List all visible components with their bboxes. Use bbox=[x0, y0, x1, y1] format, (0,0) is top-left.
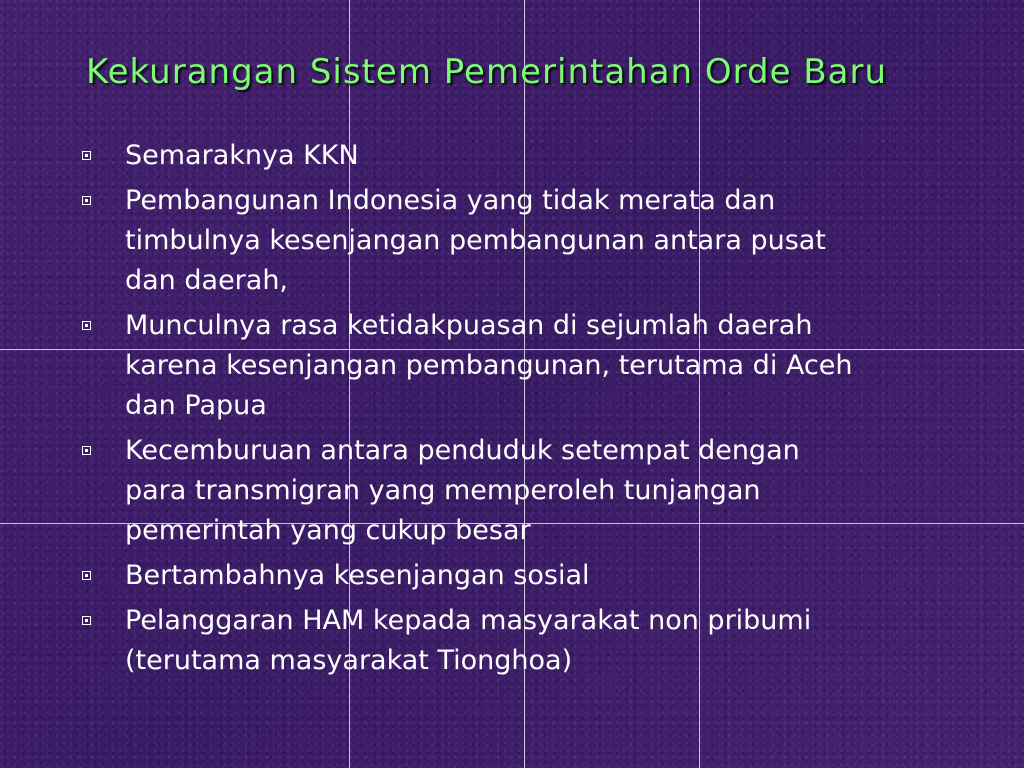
slide-title: Kekurangan Sistem Pemerintahan Orde Baru bbox=[86, 52, 888, 92]
bullet-text: Pelanggaran HAM kepada masyarakat non pribumi (terutama masyarakat Tionghoa) bbox=[125, 605, 812, 676]
list-item bbox=[78, 431, 958, 551]
square-bullet-icon bbox=[82, 321, 91, 330]
list-item bbox=[78, 136, 958, 176]
bullet-text: Bertambahnya kesenjangan sosial bbox=[125, 560, 590, 591]
square-bullet-icon bbox=[82, 196, 91, 205]
list-item bbox=[78, 556, 958, 596]
square-bullet-icon bbox=[82, 571, 91, 580]
bullet-text: Semaraknya KKN bbox=[125, 140, 359, 171]
list-item bbox=[78, 306, 958, 426]
bullet-text: Munculnya rasa ketidakpuasan di sejumlah daerah karena kesenjangan pembangunan, terutama di Aceh dan Papua bbox=[125, 310, 853, 421]
bullet-text: Kecemburuan antara penduduk setempat dengan para transmigran yang memperoleh tunjangan pemerintah yang cukup besar bbox=[125, 435, 800, 546]
square-bullet-icon bbox=[82, 616, 91, 625]
square-bullet-icon bbox=[82, 446, 91, 455]
bullet-text: Pembangunan Indonesia yang tidak merata dan timbulnya kesenjangan pembangunan antara pusat dan daerah, bbox=[125, 185, 826, 296]
list-item bbox=[78, 181, 958, 301]
square-bullet-icon bbox=[82, 151, 91, 160]
bullet-list bbox=[78, 136, 958, 686]
list-item bbox=[78, 601, 958, 681]
